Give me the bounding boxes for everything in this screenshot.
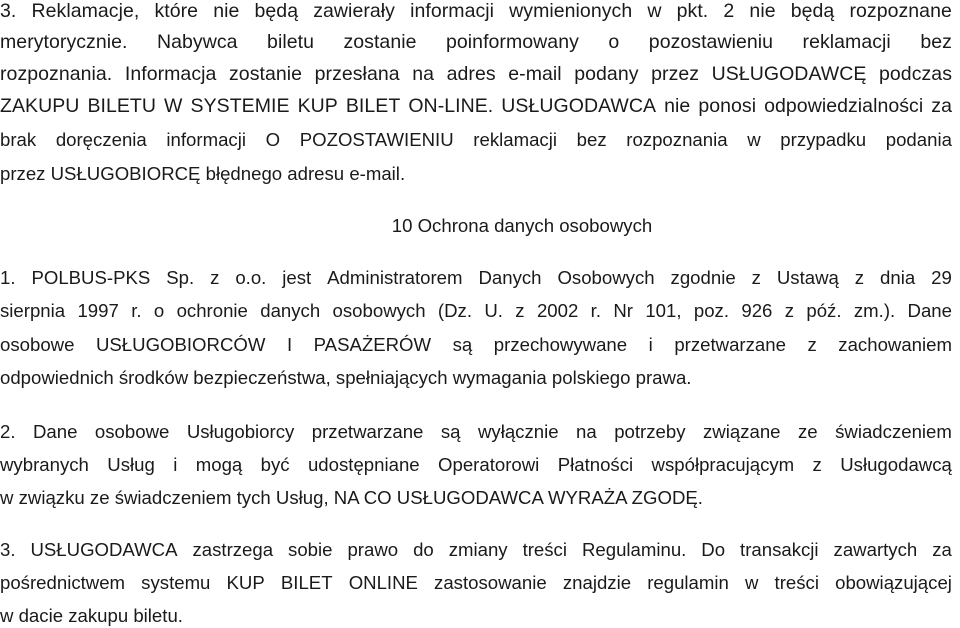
text-line: ZAKUPU BILETU W SYSTEMIE KUP BILET ON-LINE. USŁUGODAWCA nie ponosi odpowiedzialności za: [0, 95, 952, 117]
text-line: rozpoznania. Informacja zostanie przesłana na adres e-mail podany przez USŁUGODAWCĘ podczas: [0, 63, 952, 85]
text-line: odpowiednich środków bezpieczeństwa, spełniających wymagania polskiego prawa.: [0, 367, 692, 388]
text-line: 3. Reklamacje, które nie będą zawierały informacji wymienionych w pkt. 2 nie będą rozpoznane: [0, 0, 952, 22]
text-line: w związku ze świadczeniem tych Usług, NA CO USŁUGODAWCA WYRAŻA ZGODĘ.: [0, 487, 703, 508]
text-line: 3. USŁUGODAWCA zastrzega sobie prawo do zmiany treści Regulaminu. Do transakcji zawartych za: [0, 539, 952, 560]
text-line: 1. POLBUS-PKS Sp. z o.o. jest Administratorem Danych Osobowych zgodnie z Ustawą z dnia 29: [0, 267, 952, 288]
section-heading: 10 Ochrona danych osobowych: [391, 215, 653, 236]
text-line: wybranych Usług i mogą być udostępniane Operatorowi Płatności współpracującym z Usługodawcą: [0, 454, 952, 475]
text-line: brak doręczenia informacji O POZOSTAWIENIU reklamacji bez rozpoznania w przypadku podania: [0, 129, 952, 150]
text-line: merytorycznie. Nabywca biletu zostanie poinformowany o pozostawieniu reklamacji bez: [0, 31, 952, 53]
text-line: sierpnia 1997 r. o ochronie danych osobowych (Dz. U. z 2002 r. Nr 101, poz. 926 z póź. zm.). Dane: [0, 300, 952, 321]
text-line: osobowe USŁUGOBIORCÓW I PASAŻERÓW są przechowywane i przetwarzane z zachowaniem: [0, 334, 952, 355]
text-line: 2. Dane osobowe Usługobiorcy przetwarzane są wyłącznie na potrzeby związane ze świadczeniem: [0, 421, 952, 442]
text-line: pośrednictwem systemu KUP BILET ONLINE zastosowanie znajdzie regulamin w treści obowiązującej: [0, 572, 952, 593]
text-line: przez USŁUGOBIORCĘ błędnego adresu e-mail.: [0, 163, 406, 184]
text-line: w dacie zakupu biletu.: [0, 605, 183, 626]
